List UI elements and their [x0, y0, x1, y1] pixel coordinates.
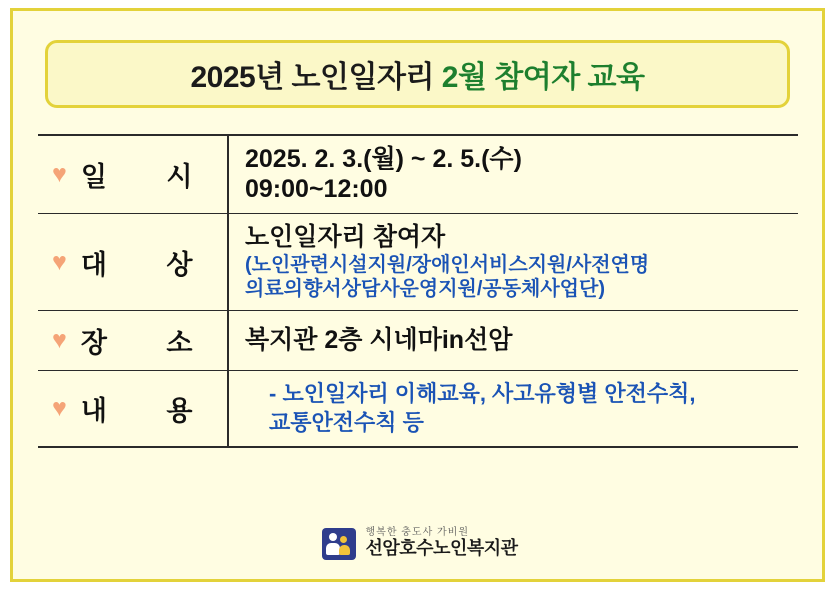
poster-content: [18, 16, 817, 574]
logo-organization-name: 선암호수노인복지관: [365, 538, 518, 559]
table-row: [38, 311, 798, 371]
row-value-place: [228, 311, 798, 371]
row-value-target: [228, 214, 798, 311]
value-line: 09:00~12:00: [245, 174, 388, 203]
table-row: [38, 135, 798, 214]
row-label-text: 대 상: [80, 249, 219, 280]
info-table: [38, 134, 798, 448]
table-row: [38, 214, 798, 311]
title-accent-text: 2월 참여자 교육: [441, 61, 645, 94]
row-label-text: 장 소: [80, 328, 219, 359]
heart-icon: ♥: [52, 394, 67, 423]
title-main-text: 2025년 노인일자리: [190, 61, 442, 94]
row-label-text: 내 용: [80, 396, 219, 427]
row-label-target: [38, 214, 228, 311]
footer-logo: [18, 524, 817, 562]
row-value-contents: [228, 371, 798, 448]
heart-icon: ♥: [52, 247, 67, 276]
table-row: [38, 371, 798, 448]
value-line: 복지관 2층 시네마in선암: [245, 326, 513, 355]
value-line: - 노인일자리 이해교육, 사고유형별 안전수칙,: [269, 381, 696, 407]
welfare-center-logo-icon: [318, 524, 360, 562]
page-title: [190, 52, 644, 96]
heart-icon: ♥: [52, 160, 67, 188]
row-label-contents: [38, 371, 228, 448]
row-label-place: [38, 311, 228, 371]
row-value-datetime: [228, 135, 798, 214]
value-subline: (노인관련시설지원/장애인서비스지원/사전연명: [245, 253, 650, 276]
value-line: 2025. 2. 3.(월) ~ 2. 5.(수): [245, 145, 522, 173]
value-subline: 의료의향서상담사운영지원/공동체사업단): [245, 277, 605, 300]
heart-icon: ♥: [52, 326, 67, 355]
title-box: [45, 40, 790, 108]
value-line: 노인일자리 참여자: [245, 223, 446, 251]
logo-tagline: 행복한 충도사 가비원: [365, 527, 469, 539]
value-line: 교통안전수칙 등: [269, 409, 424, 435]
row-label-text: 일 시: [80, 162, 219, 192]
row-label-datetime: [38, 135, 228, 214]
